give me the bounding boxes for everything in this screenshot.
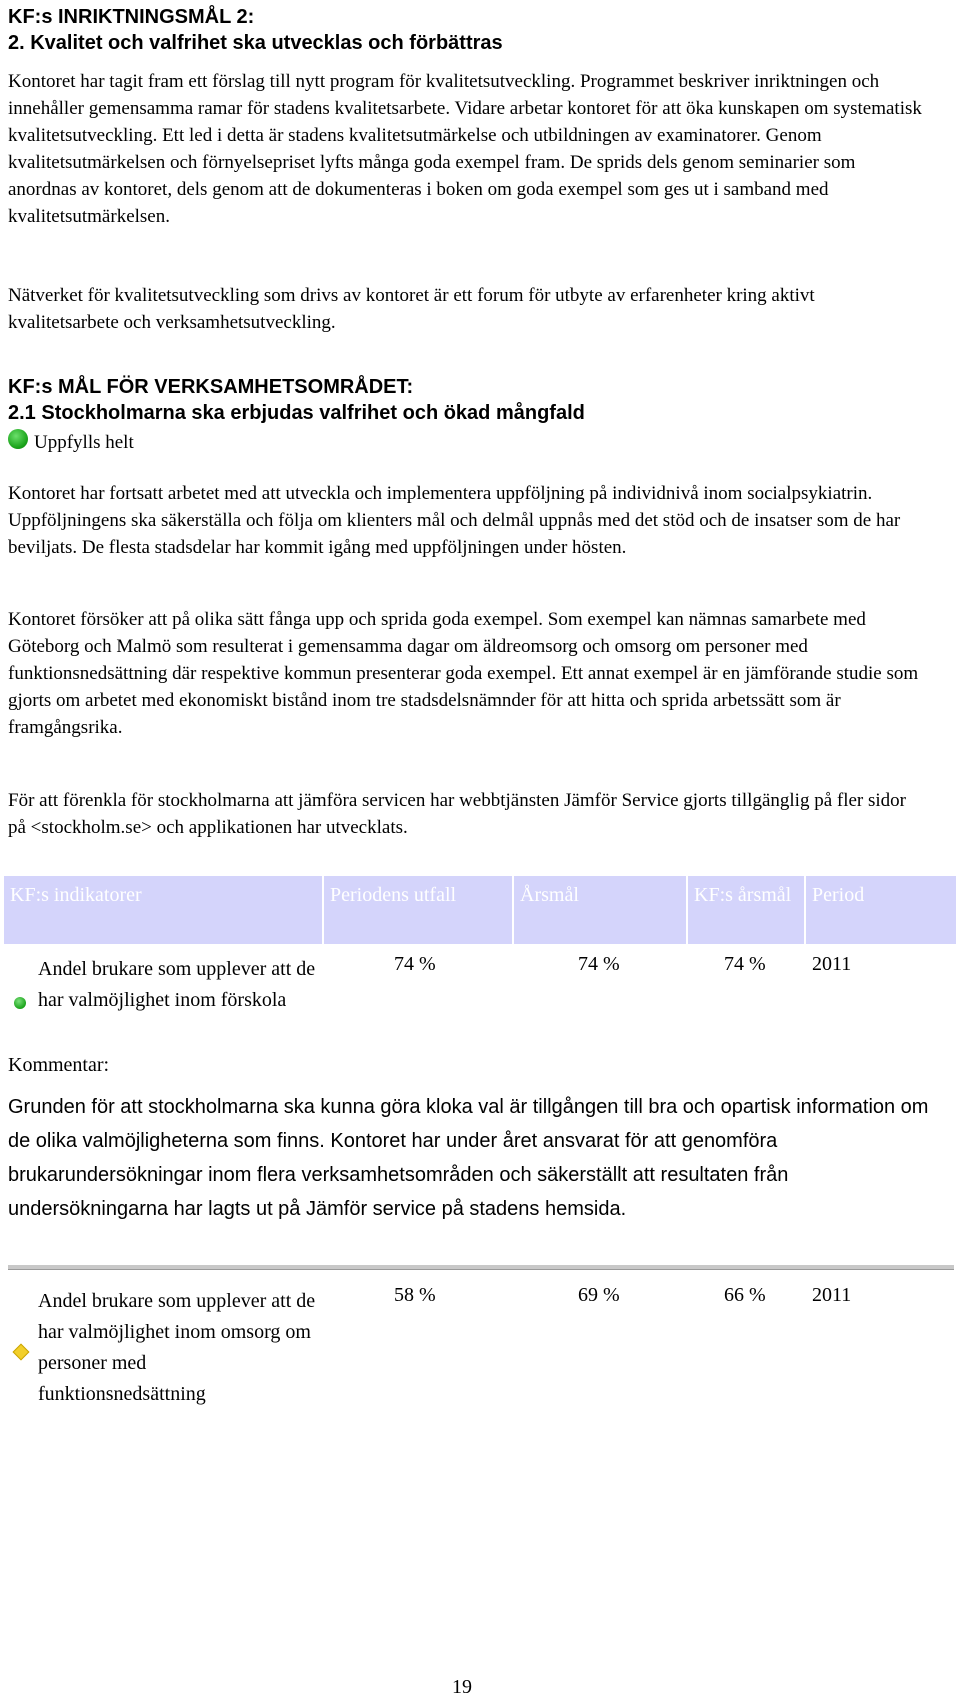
section-heading: [8, 4, 503, 56]
comment-text: Grunden för att stockholmarna ska kunna göra kloka val är tillgången till bra och opartisk information om de olika valmöjligheterna som finns. Kontoret har under året ansvarat för att genomföra brukarundersökningar inom flera verksamhetsområden och säkerställt att resultaten från undersökningarna har lagts ut på Jämför service på stadens hemsida.: [8, 1096, 929, 1220]
table-header-kf-arsmal: KF:s årsmål: [688, 876, 804, 944]
status-green-circle-icon: [14, 997, 26, 1009]
indicator-label: Andel brukare som upplever att de har valmöjlighet inom förskola: [38, 958, 316, 1011]
intro-text-2: Nätverket för kvalitetsutveckling som drivs av kontoret är ett forum för utbyte av erfarenheter kring aktivt kvalitetsarbete och verksamhetsutveckling.: [8, 285, 815, 333]
kf-arsmal-value: 74 %: [724, 953, 766, 975]
intro-text-1: Kontoret har tagit fram ett förslag till nytt program för kvalitetsutveckling. Programmet beskriver inriktningen och innehåller gemensamma ramar för stadens kvalitetsarbete. Vidare arbetar kontoret för att öka kunskapen om systematisk kvalitetsutveckling. Ett led i detta är stadens kvalitetsutmärkelse och utbildningen av examinatorer. Genom kvalitetsutmärkelsen och förnyelsepriset lyfts många goda exempel fram. De sprids dels genom seminarier som anordnas av kontoret, dels genom att de dokumenteras i boken om goda exempel som ges ut i samband med kvalitetsutmärkelsen.: [8, 71, 922, 227]
period-value: 2011: [812, 953, 852, 975]
status-label: Uppfylls helt: [34, 432, 134, 453]
period-value: 2011: [812, 1284, 852, 1306]
goal-text-2: Kontoret försöker att på olika sätt fånga upp och sprida goda exempel. Som exempel kan nämnas samarbete med Göteborg och Malmö som resulterat i gemensamma dagar om äldreomsorg och omsorg om personer med funktionsnedsättning där respektive kommun presenterar goda exempel. Ett annat exempel är en jämförande studie som gjorts om arbetet med ekonomiskt bistånd inom tre stadsdelsnämnder för att hitta och sprida arbetssätt som är framgångsrika.: [8, 609, 919, 738]
goal-heading-line2: 2.1 Stockholmarna ska erbjudas valfrihet och ökad mångfald: [8, 402, 585, 424]
arsmal-value: 69 %: [578, 1284, 620, 1306]
goal-text-3: För att förenkla för stockholmarna att jämföra servicen har webbtjänsten Jämför Service gjorts tillgänglig på fler sidor på <stockholm.se> och applikationen har utvecklats.: [8, 790, 906, 838]
table-header-indicators: KF:s indikatorer: [4, 876, 322, 944]
table-header-arsmal: Årsmål: [514, 876, 686, 944]
intro-paragraph-2: [8, 282, 923, 336]
goal-heading: [8, 374, 585, 426]
goal-paragraph-1: [8, 480, 923, 561]
kf-arsmal-value: 66 %: [724, 1284, 766, 1306]
goal-heading-line1: KF:s MÅL FÖR VERKSAMHETSOMRÅDET:: [8, 376, 414, 398]
section-heading-line2: 2. Kvalitet och valfrihet ska utvecklas och förbättras: [8, 32, 503, 54]
arsmal-value: 74 %: [578, 953, 620, 975]
table-header-utfall: Periodens utfall: [324, 876, 512, 944]
table-header-period: Period: [806, 876, 956, 944]
comment-label: Kommentar:: [8, 1054, 110, 1076]
goal-paragraph-3: [8, 787, 923, 841]
section-heading-line1: KF:s INRIKTNINGSMÅL 2:: [8, 6, 255, 28]
goal-status: [8, 428, 134, 458]
intro-paragraph-1: [8, 68, 923, 230]
status-green-circle-icon: [8, 429, 28, 449]
page-number: 19: [452, 1676, 472, 1698]
periodens-utfall-value: 58 %: [394, 1284, 436, 1306]
goal-text-1: Kontoret har fortsatt arbetet med att utveckla och implementera uppföljning på individnivå inom socialpsykiatrin. Uppföljningens ska säkerställa och följa om klienters mål och delmål uppnås med det stöd och de insatser som de har beviljats. De flesta stadsdelar har kommit igång med uppföljningen under hösten.: [8, 483, 901, 558]
row-divider: [8, 1265, 954, 1270]
periodens-utfall-value: 74 %: [394, 953, 436, 975]
indicator-label: Andel brukare som upplever att de har valmöjlighet inom omsorg om personer med funktionsnedsättning: [38, 1290, 316, 1405]
status-yellow-diamond-icon: [13, 1344, 30, 1361]
goal-paragraph-2: [8, 606, 923, 741]
